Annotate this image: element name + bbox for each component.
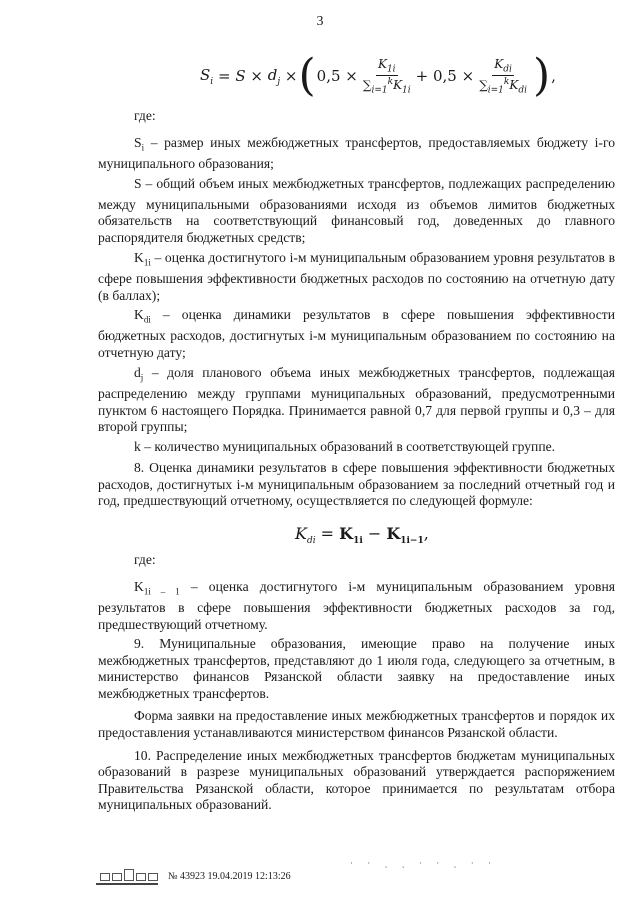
formula-plus: + 0,5 × <box>415 67 475 85</box>
document-registration-number: № 43923 19.04.2019 12:13:26 <box>168 870 291 882</box>
where-label: где: <box>134 108 156 123</box>
paragraph-9-form: Форма заявки на предоставление иных межбюджетных трансфертов и порядок их предоставления устанавливаются министерством финансов Рязанской области. <box>98 708 615 741</box>
paragraph-9: 9. Муниципальные образования, имеющие право на получение иных межбюджетных трансфертов, представляют до 1 июля года, следующего за отчетным, в министерство финансов Рязанской области заявку на предоставление иных межбюджетных трансфертов. <box>98 636 615 701</box>
kdi-formula: $K_{di} = K_{1i} - K_{1i-1}$, <box>295 524 429 547</box>
where-label-2: где: <box>134 552 156 567</box>
second-block <box>98 552 615 814</box>
definition-item: k – количество муниципальных образований в соответствующей группе. <box>134 438 556 454</box>
definition-item: $S_i$ – размер иных межбюджетных трансфертов, предоставляемых бюджету i-го муниципального образования; <box>98 134 615 171</box>
formula-eq: = <box>217 67 231 85</box>
formula-fraction-1: $\frac{K_{1i}}{\sum_{i=1}^kK_{1i}}$ <box>362 56 411 96</box>
formula-s: S <box>235 67 246 85</box>
formula-times: × <box>250 67 263 85</box>
formula-open-paren: ( <box>298 50 316 101</box>
formula-lhs: $S_i$ <box>200 65 214 87</box>
definition-item: $K_{1i}$ – оценка достигнутого i-м муниципальным образованием уровня результатов в сфере повышения эффективности бюджетных расходов по состоянию на отчетную дату (в баллах); <box>98 249 615 303</box>
formula-fraction-2: $\frac{K_{di}}{\sum_{i=1}^kK_{di}}$ <box>479 56 527 96</box>
paragraph-8: 8. Оценка динамики результатов в сфере повышения эффективности бюджетных расходов, достигнутых i-м муниципальным образованием за последний отчетный год и год, предшествующий отчетному, осуществляется по следующей формуле: <box>98 460 615 509</box>
formula-d: $d_j$ <box>267 65 281 87</box>
definition-item: $d_j$ – доля планового объема иных межбюджетных трансфертов, подлежащая распределению между группами муниципальных образований, предусмотренными пунктом 6 настоящего Порядка. Принимается равной 0,7 для первой группы и 0,3 – для второй группы; <box>98 364 615 435</box>
definition-item: $K_{di}$ – оценка динамики результатов в сфере повышения эффективности бюджетных расходов, достигнутых i-м муниципальным образованием по состоянию на отчетную дату; <box>98 307 615 360</box>
page-number: 3 <box>316 14 324 29</box>
definition-item: S – общий объем иных межбюджетных трансфертов, подлежащих распределению между муниципальными образованиями исходя из объемов лимитов бюджетных обязательств на соответствующий финансовый год, доведенных до главного распорядителя бюджетных средств; <box>98 175 615 245</box>
formula-comma: , <box>551 67 556 85</box>
definitions-block <box>98 108 615 510</box>
document-footer <box>96 866 291 886</box>
scan-artifacts: · · ˏ ˎ · · ˏ · · <box>350 858 497 868</box>
formula-times-2: × <box>284 67 298 85</box>
definitions-list <box>98 135 615 460</box>
definition-k1i-1: $K_{1i - 1}$ – оценка достигнутого i-м муниципальным образованием уровня результатов в сфере повышения эффективности бюджетных расходов за год, предшествующий отчетному. <box>98 578 615 632</box>
ministry-logo-icon <box>96 867 158 885</box>
main-formula <box>200 48 556 104</box>
paragraph-10: 10. Распределение иных межбюджетных трансфертов бюджетам муниципальных образований в разрезе муниципальных образований утверждается распоряжением Правительства Рязанской области, которое принимается по результатам отбора муниципальных образований. <box>98 747 615 813</box>
formula-close-paren: ) <box>533 50 551 101</box>
formula-coef: 0,5 × <box>316 67 358 85</box>
